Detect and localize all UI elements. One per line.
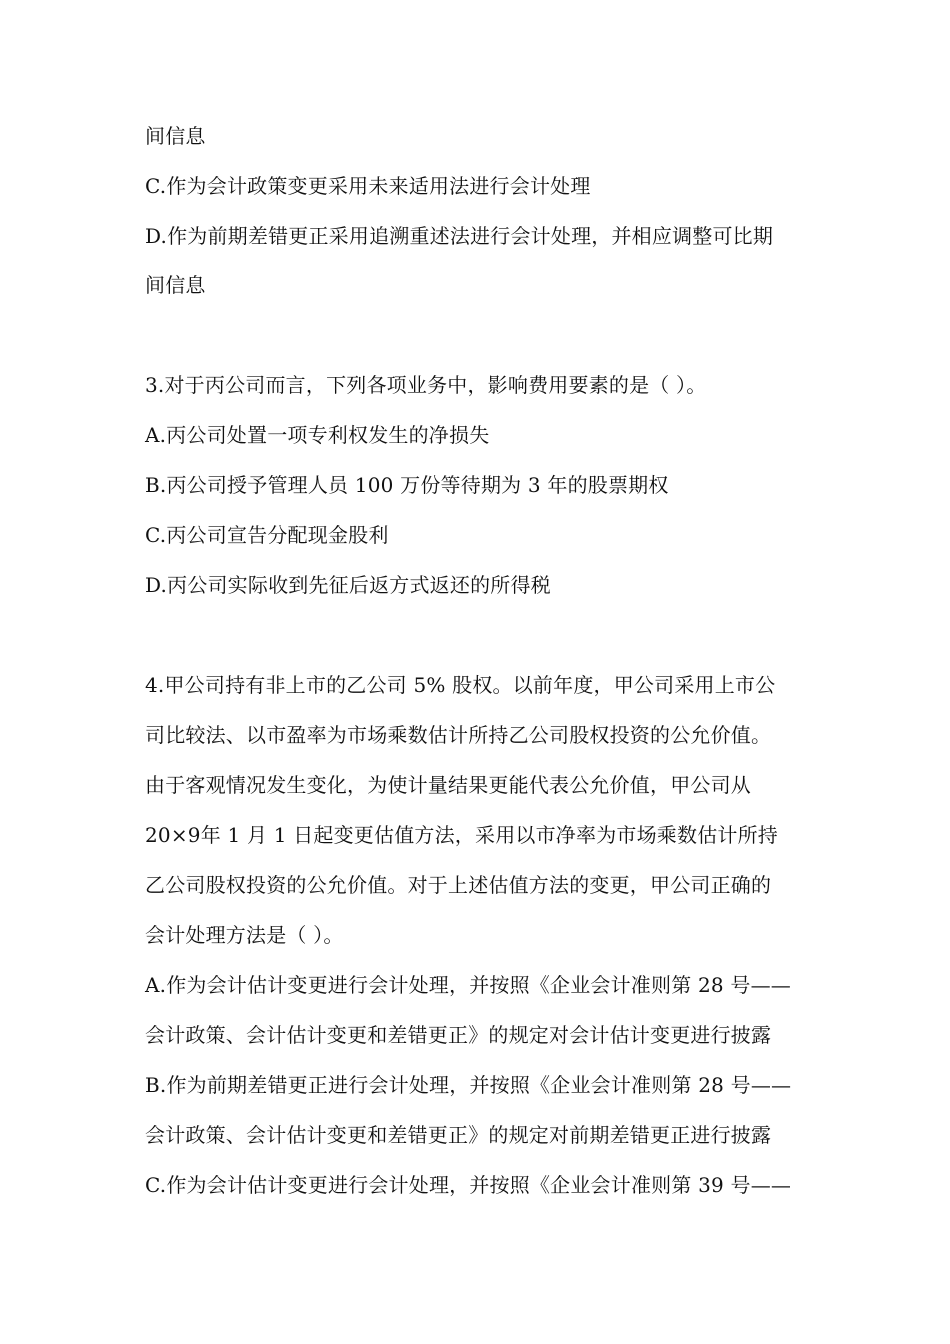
question-4-option-c: C.作为会计估计变更进行会计处理，并按照《企业会计准则第 39 号—— bbox=[145, 1173, 792, 1197]
option-c-text: C.作为会计政策变更采用未来适用法进行会计处理 bbox=[145, 174, 591, 198]
question-4-stem: 司比较法、以市盈率为市场乘数估计所持乙公司股权投资的公允价值。 bbox=[145, 723, 772, 747]
question-4-stem: 会计处理方法是（ ）。 bbox=[145, 923, 344, 947]
question-4-stem: 4.甲公司持有非上市的乙公司 5% 股权。以前年度，甲公司采用上市公 bbox=[145, 673, 776, 697]
question-4-option-b: B.作为前期差错更正进行会计处理，并按照《企业会计准则第 28 号—— bbox=[145, 1073, 792, 1097]
question-3-option-b: B.丙公司授予管理人员 100 万份等待期为 3 年的股票期权 bbox=[145, 473, 669, 497]
question-4-option-a: 会计政策、会计估计变更和差错更正》的规定对会计估计变更进行披露 bbox=[145, 1023, 772, 1047]
question-3-option-a: A.丙公司处置一项专利权发生的净损失 bbox=[145, 423, 490, 447]
question-3-stem: 3.对于丙公司而言，下列各项业务中，影响费用要素的是（ ）。 bbox=[145, 373, 707, 397]
question-4-stem: 由于客观情况发生变化，为使计量结果更能代表公允价值，甲公司从 bbox=[145, 773, 751, 797]
question-3-option-d: D.丙公司实际收到先征后返方式返还的所得税 bbox=[145, 573, 551, 597]
question-4-stem: 20×9年 1 月 1 日起变更估值方法，采用以市净率为市场乘数估计所持 bbox=[145, 823, 779, 847]
question-4-option-b: 会计政策、会计估计变更和差错更正》的规定对前期差错更正进行披露 bbox=[145, 1123, 772, 1147]
text-line: 间信息 bbox=[145, 124, 206, 148]
question-4-option-a: A.作为会计估计变更进行会计处理，并按照《企业会计准则第 28 号—— bbox=[145, 973, 791, 997]
option-d-text: D.作为前期差错更正采用追溯重述法进行会计处理，并相应调整可比期 bbox=[145, 224, 774, 248]
text-line: 间信息 bbox=[145, 273, 206, 297]
question-4-stem: 乙公司股权投资的公允价值。对于上述估值方法的变更，甲公司正确的 bbox=[145, 873, 772, 897]
question-3-option-c: C.丙公司宣告分配现金股利 bbox=[145, 523, 389, 547]
